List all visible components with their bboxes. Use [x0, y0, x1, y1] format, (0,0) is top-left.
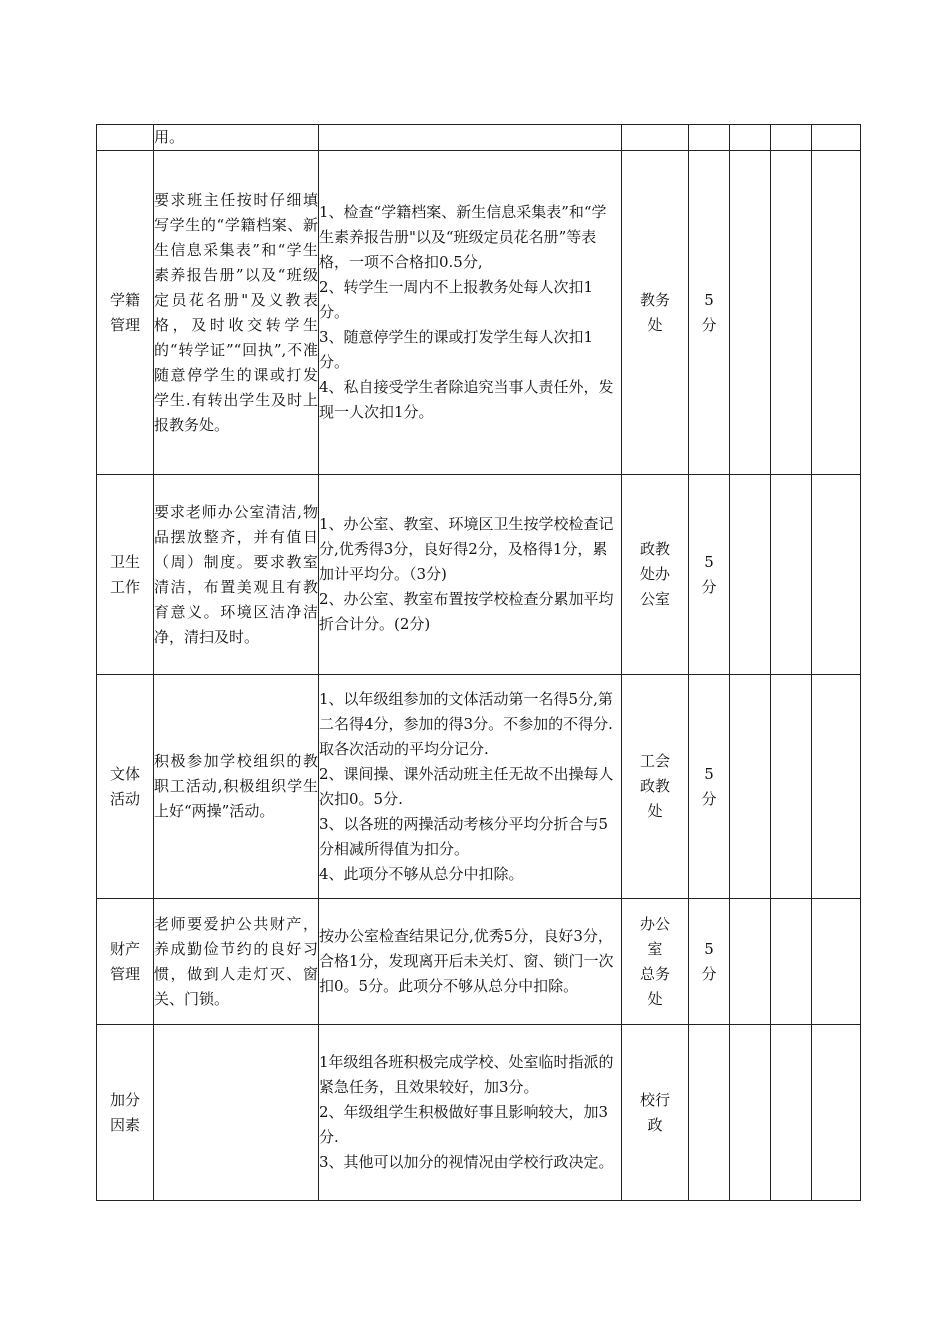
criteria-cell: [319, 125, 622, 151]
score-cell: [689, 475, 730, 675]
criteria-item: 2、转学生一周内不上报教务处每人次扣1分。: [319, 278, 594, 321]
category-cell-text: 卫生 工作: [109, 552, 140, 596]
requirement-cell: [154, 475, 319, 675]
empty-cell: [771, 1025, 812, 1201]
criteria-item: 3、以各班的两操活动考核分平均分折合与5分相减所得值为扣分。: [319, 814, 609, 858]
score-cell-text: 5 分: [701, 552, 717, 596]
score-cell-text: 5 分: [701, 764, 717, 808]
score-cell-text: 5 分: [701, 939, 717, 983]
requirement-cell: [154, 125, 319, 151]
category-cell: [97, 475, 154, 675]
empty-cell: [812, 899, 861, 1025]
criteria-item: 3、其他可以加分的视情况由学校行政决定。: [319, 1153, 614, 1171]
department-cell: [622, 475, 689, 675]
empty-cell: [771, 151, 812, 475]
department-cell-text: 办公 室 总务 处: [639, 914, 670, 1008]
criteria-item: 2、办公室、教室布置按学校检查分累加平均折合计分。(2分): [319, 590, 614, 633]
empty-cell: [730, 675, 771, 899]
department-cell-text: 教务 处: [639, 290, 670, 334]
empty-cell: [730, 1025, 771, 1201]
empty-cell: [812, 151, 861, 475]
category-cell: [97, 151, 154, 475]
department-cell: [622, 899, 689, 1025]
department-cell: [622, 1025, 689, 1201]
table-row: [97, 675, 861, 899]
requirement-cell-text: 要求班主任按时仔细填写学生的“学籍档案、新生信息采集表”和“学生素养报告册”以及“班级定员花名册"及义教表格，及时收交转学生的“转学证”“回执”,不准随意停学生的课或打发学生.有转出学生及时上报教务处。: [154, 190, 318, 434]
score-cell-text: 5 分: [701, 290, 717, 334]
requirement-cell-text: 用。: [154, 128, 185, 146]
category-cell-text: 加分 因素: [109, 1090, 140, 1134]
score-cell: [689, 899, 730, 1025]
department-cell-text: 工会 政教 处: [639, 752, 670, 820]
criteria-cell: [319, 1025, 622, 1201]
category-cell-text: 财产 管理: [109, 939, 140, 983]
department-cell: [622, 151, 689, 475]
category-cell: [97, 1025, 154, 1201]
table-row: [97, 125, 861, 151]
requirement-cell-text: 老师要爱护公共财产，养成勤俭节约的良好习惯，做到人走灯灭、窗关、门锁。: [154, 914, 318, 1008]
score-cell: [689, 1025, 730, 1201]
category-cell: [97, 675, 154, 899]
requirement-cell: [154, 1025, 319, 1201]
empty-cell: [771, 125, 812, 151]
empty-cell: [771, 675, 812, 899]
requirement-cell-text: 要求老师办公室清洁,物品摆放整齐，并有值日（周）制度。要求教室清洁，布置美观且有教育意义。环境区洁净洁净，清扫及时。: [154, 502, 318, 646]
criteria-cell: [319, 151, 622, 475]
table-row: [97, 475, 861, 675]
category-cell-text: 学籍 管理: [109, 290, 140, 334]
criteria-item: 1、以年级组参加的文体活动第一名得5分,第二名得4分，参加的得3分。不参加的不得分.取各次活动的平均分记分.: [319, 689, 613, 758]
empty-cell: [730, 899, 771, 1025]
table-body: [97, 125, 861, 1201]
requirement-cell: [154, 899, 319, 1025]
table-row: [97, 151, 861, 475]
score-cell: [689, 125, 730, 151]
empty-cell: [812, 675, 861, 899]
criteria-item: 1、检查“学籍档案、新生信息采集表”和“学生素养报告册"以及“班级定员花名册”等表格，一项不合格扣0.5分,: [319, 203, 607, 271]
criteria-item: 4、私自接受学生者除追究当事人责任外，发现一人次扣1分。: [319, 378, 614, 421]
criteria-cell: [319, 899, 622, 1025]
evaluation-table: [96, 124, 861, 1201]
criteria-item: 3、随意停学生的课或打发学生每人次扣1分。: [319, 328, 594, 371]
table-row: [97, 1025, 861, 1201]
category-cell: [97, 899, 154, 1025]
requirement-cell-text: 积极参加学校组织的教职工活动,积极组织学生上好“两操”活动。: [154, 752, 318, 820]
criteria-cell: [319, 475, 622, 675]
department-cell: [622, 125, 689, 151]
criteria-item: 2、课间操、课外活动班主任无故不出操每人次扣0。5分.: [319, 764, 614, 808]
empty-cell: [730, 125, 771, 151]
score-cell: [689, 675, 730, 899]
table-row: [97, 899, 861, 1025]
empty-cell: [730, 475, 771, 675]
empty-cell: [812, 125, 861, 151]
empty-cell: [771, 899, 812, 1025]
category-cell: [97, 125, 154, 151]
department-cell-text: 校行 政: [639, 1090, 670, 1134]
empty-cell: [730, 151, 771, 475]
empty-cell: [812, 1025, 861, 1201]
empty-cell: [812, 475, 861, 675]
criteria-item: 按办公室检查结果记分,优秀5分，良好3分，合格1分，发现离开后未关灯、窗、锁门一次扣0。5分。此项分不够从总分中扣除。: [319, 927, 614, 995]
department-cell: [622, 675, 689, 899]
criteria-item: 2、年级组学生积极做好事且影响较大，加3分.: [319, 1103, 609, 1146]
requirement-cell: [154, 151, 319, 475]
score-cell: [689, 151, 730, 475]
criteria-item: 1年级组各班积极完成学校、处室临时指派的紧急任务，且效果较好，加3分。: [319, 1053, 614, 1096]
criteria-item: 1、办公室、教室、环境区卫生按学校检查记分,优秀得3分，良好得2分，及格得1分，累加计平均分。（3分): [319, 515, 614, 583]
category-cell-text: 文体 活动: [109, 764, 140, 808]
requirement-cell: [154, 675, 319, 899]
department-cell-text: 政教 处办 公室: [639, 540, 670, 608]
criteria-cell: [319, 675, 622, 899]
criteria-item: 4、此项分不够从总分中扣除。: [319, 864, 524, 883]
empty-cell: [771, 475, 812, 675]
